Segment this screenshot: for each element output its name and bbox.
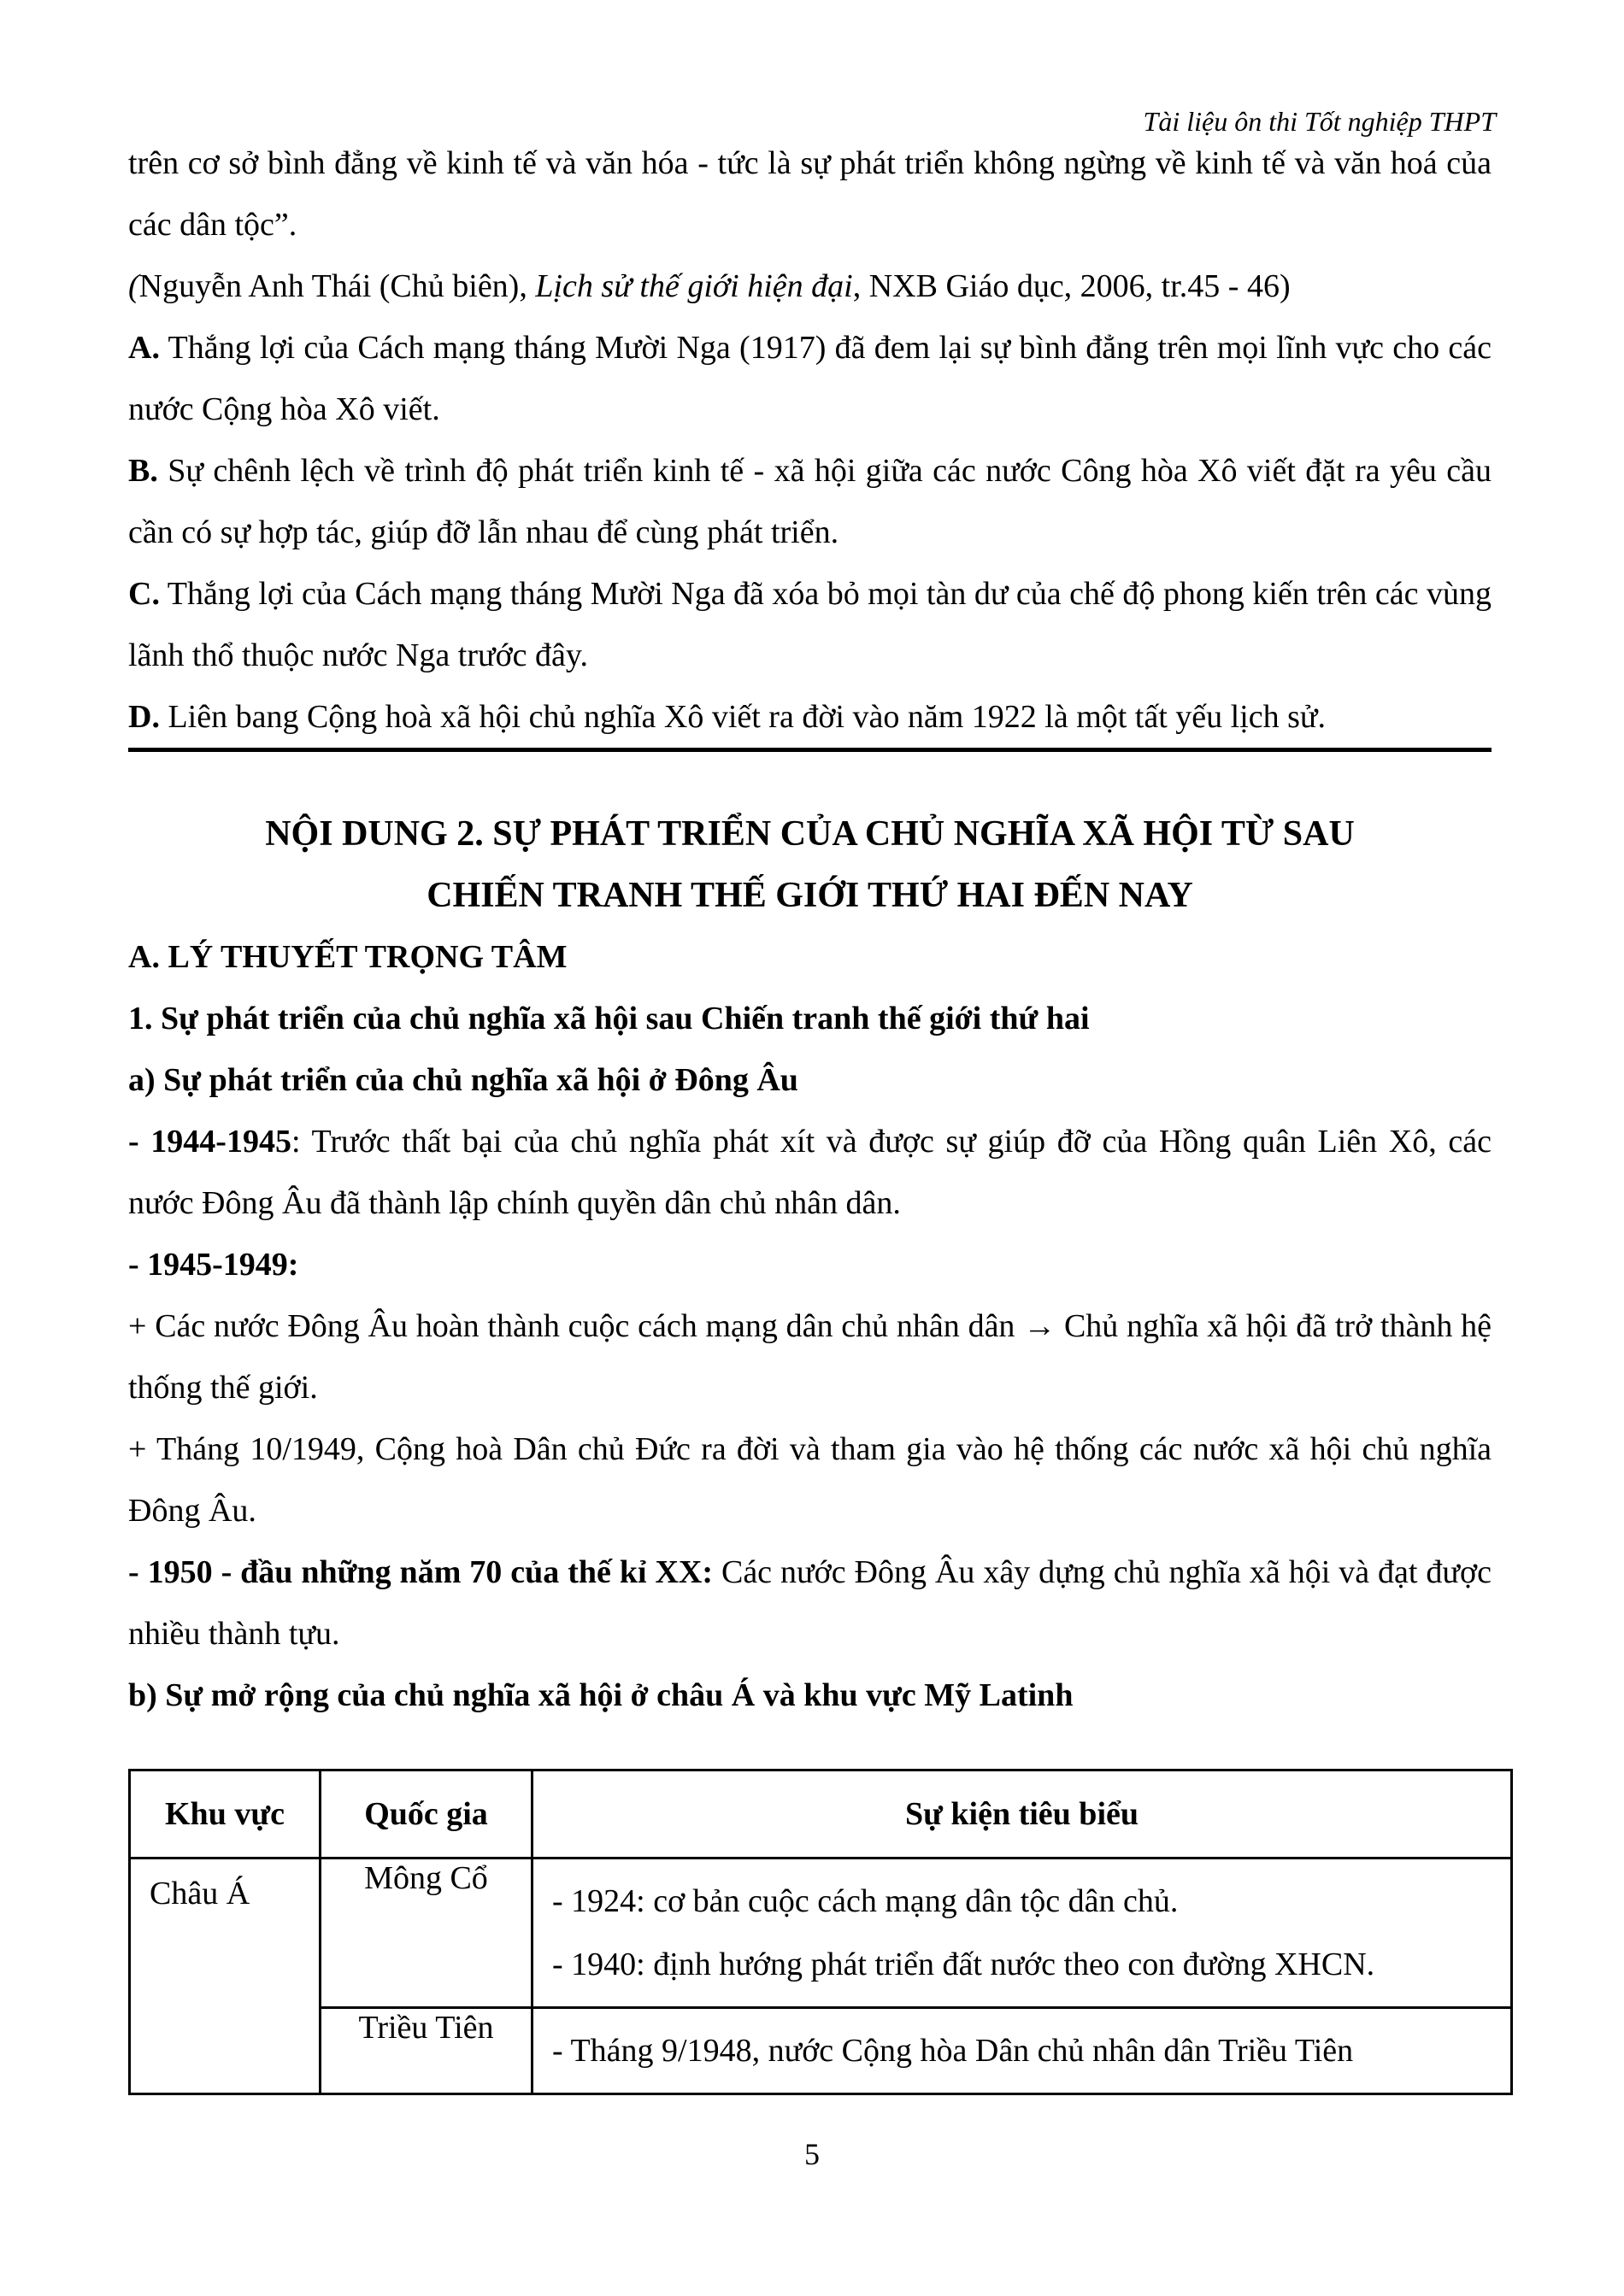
quote-text: trên cơ sở bình đẳng về kinh tế và văn hóa - tức là sự phát triển không ngừng về kinh tế và văn hoá của các dân tộc”. [128, 145, 1492, 243]
option-d [128, 686, 1492, 752]
citation [128, 255, 1492, 317]
option-text: Liên bang Cộng hoà xã hội chủ nghĩa Xô viết ra đời vào năm 1922 là một tất yếu lịch sử. [159, 699, 1327, 735]
events-cell [533, 2008, 1512, 2094]
period-label: - 1950 - đầu những năm 70 của thế kỉ XX: [128, 1554, 714, 1590]
event-line: - 1924: cơ bản cuộc cách mạng dân tộc dân chủ. [552, 1883, 1179, 1919]
period-1945-1949: - 1945-1949: [128, 1247, 299, 1283]
events-table [128, 1769, 1513, 2095]
country-cell: Mông Cổ [321, 1859, 533, 2008]
option-text: Thắng lợi của Cách mạng tháng Mười Nga đã xóa bỏ mọi tàn dư của chế độ phong kiến trên các vùng lãnh thổ thuộc nước Nga trước đây. [128, 576, 1492, 673]
option-letter: A. [128, 330, 160, 366]
option-c [128, 563, 1492, 686]
option-letter: B. [128, 453, 158, 489]
option-text: Sự chênh lệch về trình độ phát triển kinh tế - xã hội giữa các nước Công hòa Xô viết đặt ra yêu cầu cần có sự hợp tác, giúp đỡ lẫn nhau để cùng phát triển. [128, 453, 1492, 550]
paragraph-text: Các nước Đông Âu xây dựng chủ nghĩa xã hội và đạt được nhiều thành tựu. [128, 1554, 1492, 1652]
item-1-heading: 1. Sự phát triển của chủ nghĩa xã hội sau Chiến tranh thế giới thứ hai [128, 1001, 1090, 1036]
region-cell: Châu Á [130, 1859, 321, 2094]
option-b [128, 440, 1492, 563]
citation-author: Nguyễn Anh Thái (Chủ biên), [138, 268, 536, 304]
citation-title: Lịch sử thế giới hiện đại [535, 268, 853, 304]
section-title-line-1: NỘI DUNG 2. SỰ PHÁT TRIỂN CỦA CHỦ NGHĨA XÃ HỘI TỪ SAU [265, 814, 1355, 854]
option-letter: C. [128, 576, 160, 612]
header-region: Khu vực [130, 1770, 321, 1859]
table-header-row [130, 1770, 1512, 1859]
event-line: - Tháng 9/1948, nước Cộng hòa Dân chủ nhân dân Triều Tiên [552, 2033, 1354, 2069]
bullet-hoan-thanh: + Các nước Đông Âu hoàn thành cuộc cách mạng dân chủ nhân dân → Chủ nghĩa xã hội đã trở thành hệ thống thế giới. [128, 1308, 1492, 1406]
table-row [130, 1859, 1512, 2008]
sub-b-heading: b) Sự mở rộng của chủ nghĩa xã hội ở châu Á và khu vực Mỹ Latinh [128, 1677, 1074, 1713]
table-row [130, 2008, 1512, 2094]
page-number: 5 [804, 2137, 820, 2171]
paragraph-1950 [128, 1541, 1492, 1665]
running-header: Tài liệu ôn thi Tốt nghiệp THPT [1143, 106, 1496, 137]
option-text: Thắng lợi của Cách mạng tháng Mười Nga (1917) đã đem lại sự bình đẳng trên mọi lĩnh vực cho các nước Cộng hòa Xô viết. [128, 330, 1492, 427]
header-events: Sự kiện tiêu biểu [533, 1770, 1512, 1859]
paragraph-text: : Trước thất bại của chủ nghĩa phát xít và được sự giúp đỡ của Hồng quân Liên Xô, các nước Đông Âu đã thành lập chính quyền dân chủ nhân dân. [128, 1124, 1492, 1221]
part-a-heading: A. LÝ THUYẾT TRỌNG TÂM [128, 939, 568, 975]
sub-a-heading: a) Sự phát triển của chủ nghĩa xã hội ở Đông Âu [128, 1062, 798, 1098]
period-label: - 1944-1945 [128, 1124, 291, 1160]
option-a [128, 317, 1492, 440]
citation-open: ( [128, 268, 139, 304]
page-content [128, 132, 1492, 1726]
section-title-line-2: CHIẾN TRANH THẾ GIỚI THỨ HAI ĐẾN NAY [427, 876, 1193, 915]
header-country: Quốc gia [321, 1770, 533, 1859]
event-line: - 1940: định hướng phát triển đất nước theo con đường XHCN. [552, 1947, 1375, 1982]
country-cell: Triều Tiên [321, 2008, 533, 2094]
citation-rest: , NXB Giáo dục, 2006, tr.45 - 46) [852, 268, 1291, 304]
paragraph-1944-1945 [128, 1111, 1492, 1234]
option-letter: D. [128, 699, 160, 735]
section-gap [128, 752, 1492, 803]
bullet-thang-10-1949: + Tháng 10/1949, Cộng hoà Dân chủ Đức ra đời và tham gia vào hệ thống các nước xã hội chủ nghĩa Đông Âu. [128, 1431, 1492, 1529]
events-cell [533, 1859, 1512, 2008]
